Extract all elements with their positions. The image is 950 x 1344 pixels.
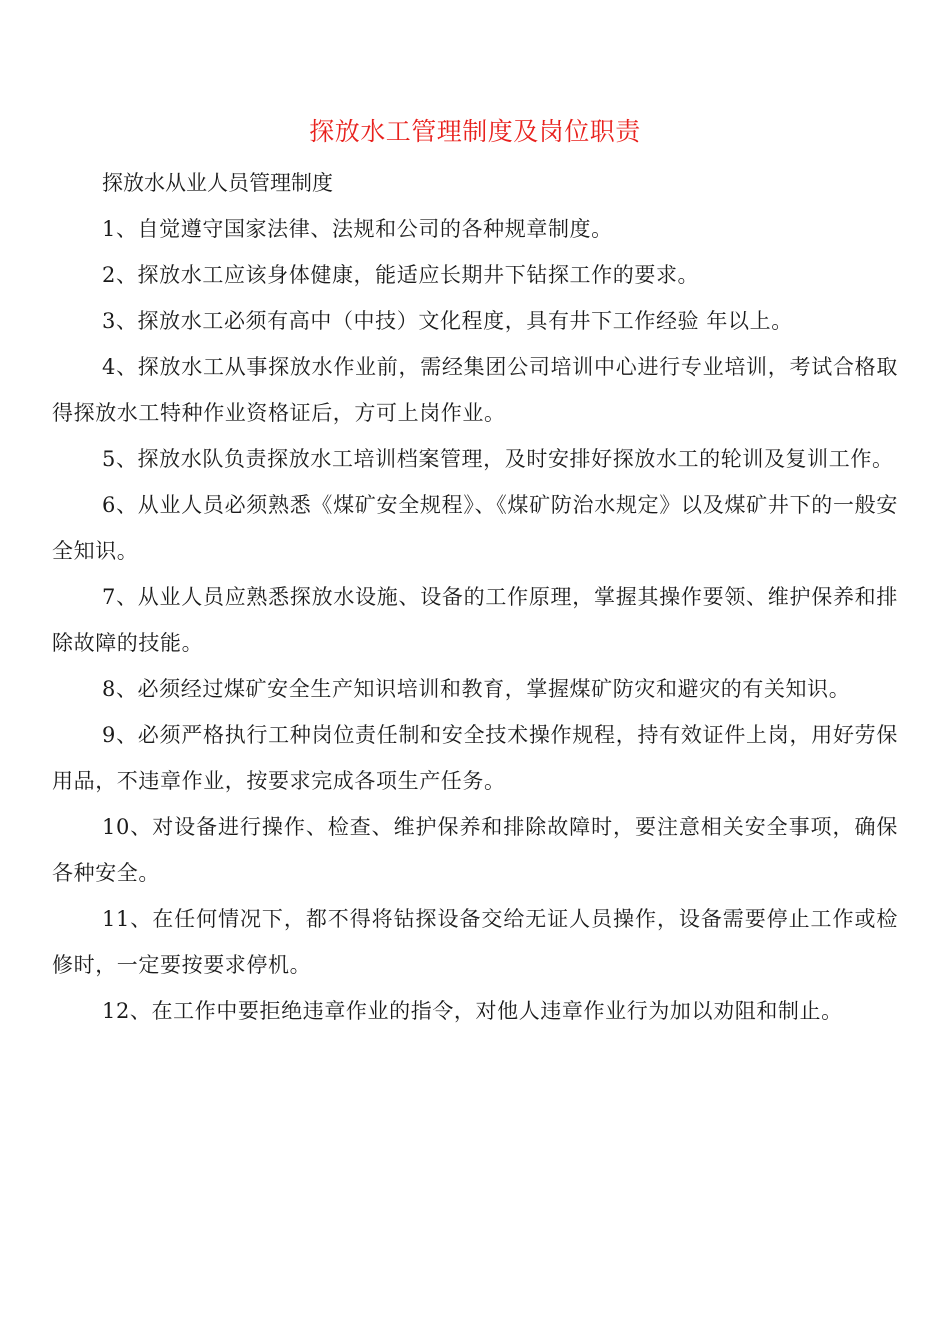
document-title: 探放水工管理制度及岗位职责 xyxy=(309,117,641,146)
clause-12: 12、在工作中要拒绝违章作业的指令，对他人违章作业行为加以劝阻和制止。 xyxy=(102,999,843,1023)
section-title: 探放水从业人员管理制度 xyxy=(102,171,333,195)
clause-5: 5、探放水队负责探放水工培训档案管理，及时安排好探放水工的轮训及复训工作。 xyxy=(102,447,894,471)
clause-10: 10、对设备进行操作、检查、维护保养和排除故障时，要注意相关安全事项，确保各种安全。 xyxy=(52,815,898,885)
clause-1: 1、自觉遵守国家法律、法规和公司的各种规章制度。 xyxy=(102,217,613,241)
clause-2: 2、探放水工应该身体健康，能适应长期井下钻探工作的要求。 xyxy=(102,263,700,287)
clause-8: 8、必须经过煤矿安全生产知识培训和教育，掌握煤矿防灾和避灾的有关知识。 xyxy=(102,677,851,701)
clause-9: 9、必须严格执行工种岗位责任制和安全技术操作规程，持有效证件上岗，用好劳保用品，不违章作业，按要求完成各项生产任务。 xyxy=(52,723,898,793)
clause-6: 6、从业人员必须熟悉《煤矿安全规程》、《煤矿防治水规定》以及煤矿井下的一般安全知识。 xyxy=(52,493,898,563)
document-page xyxy=(52,112,898,1034)
clause-11: 11、在任何情况下，都不得将钻探设备交给无证人员操作，设备需要停止工作或检修时，一定要按要求停机。 xyxy=(52,907,898,977)
clause-4: 4、探放水工从事探放水作业前，需经集团公司培训中心进行专业培训，考试合格取得探放水工特种作业资格证后，方可上岗作业。 xyxy=(52,355,898,425)
clause-3: 3、探放水工必须有高中（中技）文化程度，具有井下工作经验 年以上。 xyxy=(102,309,793,333)
clause-7: 7、从业人员应熟悉探放水设施、设备的工作原理，掌握其操作要领、维护保养和排除故障的技能。 xyxy=(52,585,898,655)
